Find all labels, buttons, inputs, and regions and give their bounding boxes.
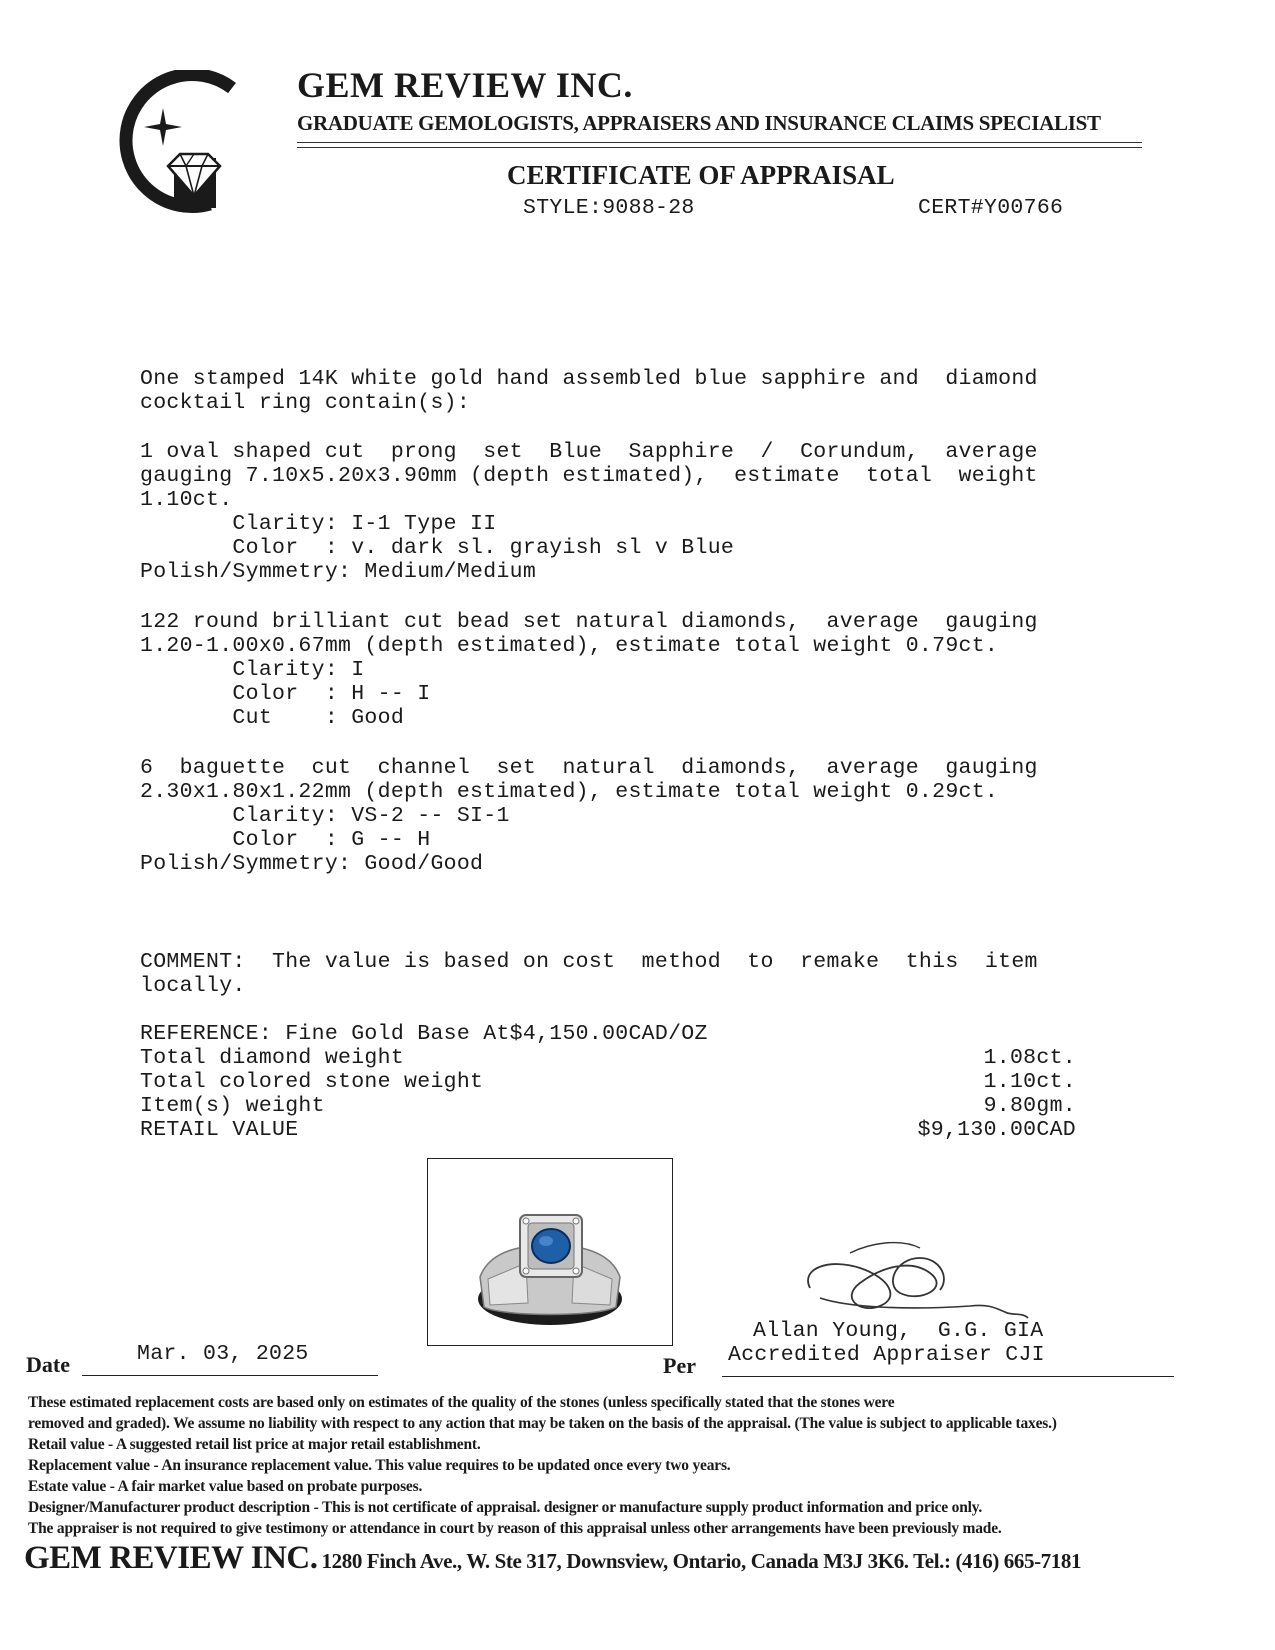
comment-line-1: COMMENT: The value is based on cost method to remake this item [140, 950, 1038, 974]
company-name: GEM REVIEW INC. [297, 65, 633, 105]
stone1-line-3: 1.10ct. [140, 488, 233, 512]
header-rule-bottom [297, 147, 1142, 148]
stone1-line-2: gauging 7.10x5.20x3.90mm (depth estimated), estimate total weight [140, 464, 1038, 488]
per-line [722, 1376, 1174, 1377]
company-logo [108, 70, 243, 220]
footer [24, 1540, 1081, 1577]
date-value: Mar. 03, 2025 [137, 1342, 309, 1366]
retail-value-label: RETAIL VALUE [140, 1118, 299, 1142]
appraiser-name: Allan Young, G.G. GIA [753, 1319, 1044, 1343]
stone1-line-1: 1 oval shaped cut prong set Blue Sapphire / Corundum, average [140, 440, 1038, 464]
comment-line-2: locally. [140, 974, 246, 998]
stone2-color: Color : H -- I [140, 682, 431, 706]
summary-value: 9.80gm. [983, 1094, 1076, 1118]
retail-value-amount: $9,130.00CAD [917, 1118, 1076, 1142]
footer-company: GEM REVIEW INC. [24, 1540, 318, 1576]
stone2-line-2: 1.20-1.00x0.67mm (depth estimated), estimate total weight 0.79ct. [140, 634, 999, 658]
disclaimer-line: removed and graded). We assume no liability with respect to any action that may be taken on the basis of the appraisal. (The value is subject to applicable taxes.) [28, 1415, 1057, 1432]
stone1-color: Color : v. dark sl. grayish sl v Blue [140, 536, 735, 560]
stone2-line-1: 122 round brilliant cut bead set natural diamonds, average gauging [140, 610, 1038, 634]
footer-address: 1280 Finch Ave., W. Ste 317, Downsview, Ontario, Canada M3J 3K6. Tel.: (416) 665-7181 [321, 1549, 1082, 1573]
sapphire-stone [532, 1229, 570, 1263]
disclaimer-line: Estate value - A fair market value based on probate purposes. [28, 1478, 423, 1495]
stone3-color: Color : G -- H [140, 828, 431, 852]
stone1-polish: Polish/Symmetry: Medium/Medium [140, 560, 537, 584]
date-label: Date [26, 1352, 70, 1377]
disclaimer-line: Retail value - A suggested retail list price at major retail establishment. [28, 1436, 481, 1453]
header-rule-top [297, 142, 1142, 143]
stone3-polish: Polish/Symmetry: Good/Good [140, 852, 484, 876]
summary-label: Total colored stone weight [140, 1070, 484, 1094]
summary-value: 1.08ct. [983, 1046, 1076, 1070]
summary-label: Item(s) weight [140, 1094, 325, 1118]
company-tagline: GRADUATE GEMOLOGISTS, APPRAISERS AND INSURANCE CLAIMS SPECIALIST [297, 111, 1101, 135]
stone3-clarity: Clarity: VS-2 -- SI-1 [140, 804, 510, 828]
disclaimer-line: These estimated replacement costs are based only on estimates of the quality of the stones (unless specifically stated that the stones were [28, 1394, 895, 1411]
disclaimer-line: Replacement value - An insurance replacement value. This value requires to be updated once every two years. [28, 1457, 731, 1474]
stone3-line-2: 2.30x1.80x1.22mm (depth estimated), estimate total weight 0.29ct. [140, 780, 999, 804]
appraiser-credential: Accredited Appraiser CJI [728, 1343, 1045, 1367]
summary-value: 1.10ct. [983, 1070, 1076, 1094]
cert-number: CERT#Y00766 [918, 196, 1064, 220]
stone2-clarity: Clarity: I [140, 658, 365, 682]
per-label: Per [663, 1353, 696, 1378]
stone3-line-1: 6 baguette cut channel set natural diamonds, average gauging [140, 756, 1038, 780]
item-line-2: cocktail ring contain(s): [140, 391, 471, 415]
date-line [82, 1375, 378, 1376]
disclaimer-line: Designer/Manufacturer product description - This is not certificate of appraisal. designer or manufacture supply product information and price only. [28, 1499, 983, 1516]
reference-line: REFERENCE: Fine Gold Base At$4,150.00CAD/OZ [140, 1022, 708, 1046]
document-title: CERTIFICATE OF APPRAISAL [507, 160, 895, 190]
item-line-1: One stamped 14K white gold hand assembled blue sapphire and diamond [140, 367, 1038, 391]
ring-photo [427, 1158, 673, 1346]
stone2-cut: Cut : Good [140, 706, 405, 730]
disclaimer-line: The appraiser is not required to give testimony or attendance in court by reason of this appraisal unless other arrangements have been previously made. [28, 1520, 1002, 1537]
style-number: STYLE:9088-28 [523, 196, 695, 220]
summary-label: Total diamond weight [140, 1046, 405, 1070]
ring-image [428, 1159, 672, 1345]
stone1-clarity: Clarity: I-1 Type II [140, 512, 497, 536]
